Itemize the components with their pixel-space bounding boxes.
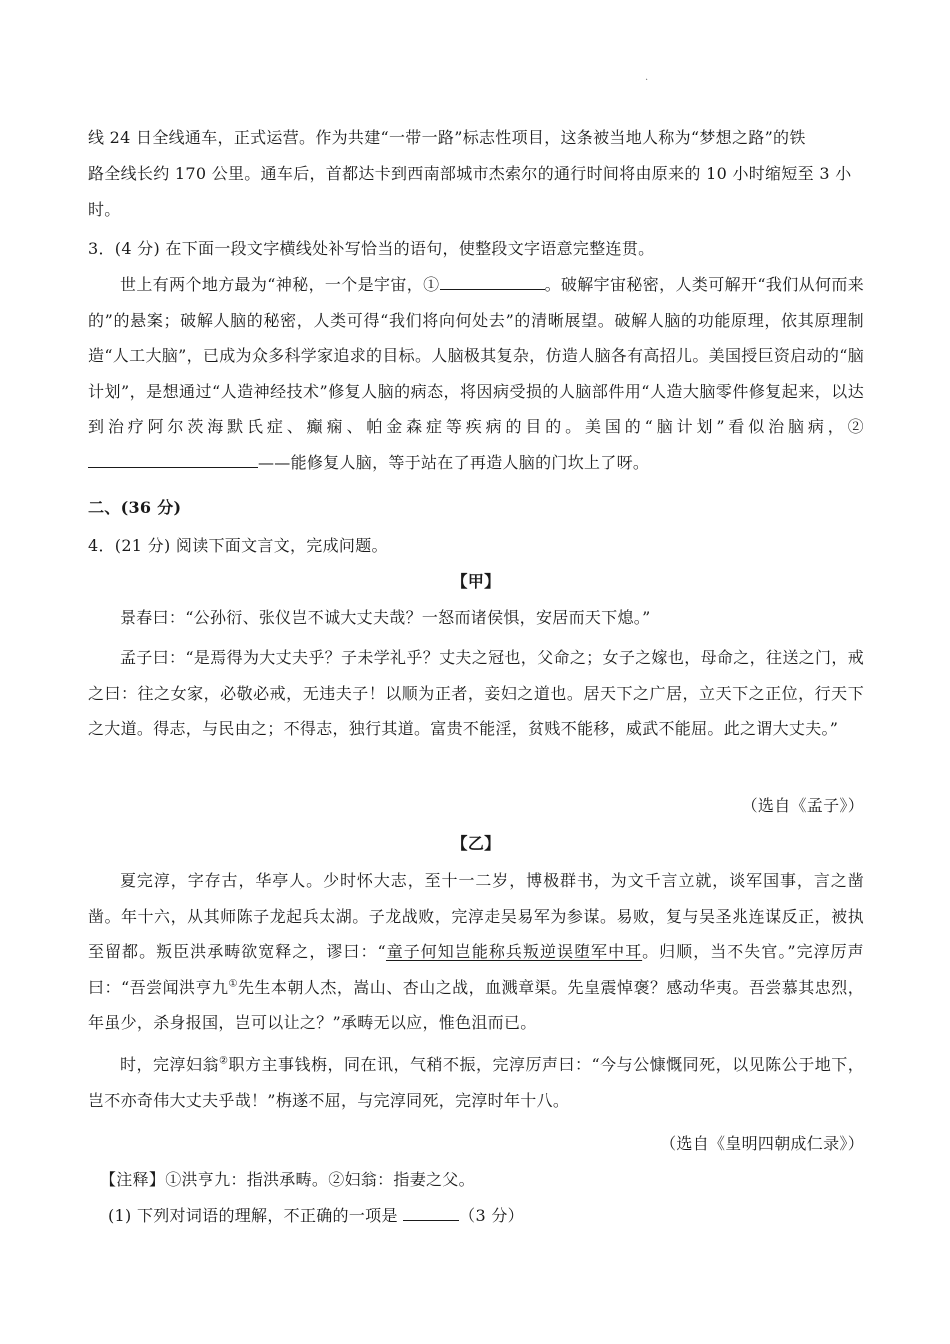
intro-line-3: 时。 xyxy=(88,200,121,219)
jia-paragraph-1: 景春曰：“公孙衍、张仪岂不诚大丈夫哉？一怒而诸侯惧，安居而天下熄。” xyxy=(120,608,651,627)
sub-question-1 xyxy=(108,1198,864,1234)
yi-source: （选自《皇明四朝成仁录》） xyxy=(660,1134,864,1153)
yi-p2-part-a: 时，完淳妇翁 xyxy=(120,1055,220,1074)
intro-line-2: 路全线长约 170 公里。通车后，首都达卡到西南部城市杰索尔的通行时间将由原来的 10 小时缩短至 3 小 xyxy=(88,164,852,183)
annotation-note: 【注释】①洪亨九：指洪承畴。②妇翁：指妻之父。 xyxy=(100,1170,475,1189)
section-2-title: 二、(36 分) xyxy=(88,498,182,517)
answer-blank-3[interactable] xyxy=(403,1202,459,1221)
jia-source: （选自《孟子》） xyxy=(741,796,864,815)
underlined-sentence: 童子何知岂能称兵叛逆误堕军中耳 xyxy=(385,942,643,961)
answer-blank-2[interactable] xyxy=(88,449,258,468)
intro-line-1: 线 24 日全线通车，正式运营。作为共建“一带一路”标志性项目，这条被当地人称为“梦想之路”的铁 xyxy=(88,128,806,147)
yi-title: 【乙】 xyxy=(451,834,501,853)
footnote-marker-2: ② xyxy=(219,1055,229,1067)
yi-paragraph-2 xyxy=(88,1047,864,1118)
yi-p1-part-c: 先生本朝人杰，嵩山、杏山之战，血溅章渠。先皇震悼褒？感动华夷。吾尝慕其忠烈，年虽少，杀身报国，岂可以让之？”承畴无以应，惟色沮而已。 xyxy=(88,977,864,1032)
answer-blank-1[interactable] xyxy=(440,271,545,290)
yi-p1-part-a: 夏完淳，字存古，华亭人。少时怀大志，至十一二岁，博极群书，为文千言立就，谈军国事，言之凿凿。年十六，从其师陈子龙起兵太湖。子龙战败，完淳走吴易军为参谋。易败，复与吴圣兆连谋反正，被执至留都。叛臣洪承畴欲宽释之，谬曰：“ xyxy=(88,871,864,961)
passage-part-c: ——能修复人脑，等于站在了再造人脑的门坎上了呀。 xyxy=(258,452,650,472)
yi-p1-part-b: 。归顺，当不失官。”完淳厉声曰：“吾尝闻洪亨九 xyxy=(88,942,864,997)
jia-paragraph-2: 孟子曰：“是焉得为大丈夫乎？子未学礼乎？丈夫之冠也，父命之；女子之嫁也，母命之，往送之门，戒之曰：往之女家，必敬必戒，无违夫子！以顺为正者，妾妇之道也。居天下之广居，立天下之正位，行天下之大道。得志，与民由之；不得志，独行其道。富贵不能淫，贫贱不能移，威武不能屈。此之谓大丈夫。” xyxy=(88,648,864,738)
question-3-passage xyxy=(88,267,864,480)
sub-question-1-text: (1) 下列对词语的理解，不正确的一项是 xyxy=(108,1206,398,1225)
passage-part-a: 世上有两个地方最为“神秘，一个是宇宙，① xyxy=(120,275,440,294)
question-3-stem: 3．(4 分) 在下面一段文字横线处补写恰当的语句，使整段文字语意完整连贯。 xyxy=(88,239,655,258)
passage-part-b: 。破解宇宙秘密，人类可解开“我们从何而来的”的悬案；破解人脑的秘密，人类可得“我们将向何处去”的清晰展望。破解人脑的功能原理，依其原理制造“人工大脑”，已成为众多科学家追求的目标。人脑极其复杂，仿造人脑各有高招儿。美国授巨资启动的“脑计划”，是想通过“人造神经技术”修复人脑的病态，将因病受损的人脑部件用“人造大脑零件修复起来，以达到治疗阿尔茨海默氏症、癫痫、帕金森症等疾病的目的。美国的“脑计划”看似治脑病，② xyxy=(88,275,864,436)
header-dot: . xyxy=(645,72,649,83)
yi-paragraph-1 xyxy=(88,863,864,1041)
yi-p2-part-b: 职方主事钱栴，同在讯，气稍不振，完淳厉声曰：“今与公慷慨同死，以见陈公于地下，岂不亦奇伟大丈夫乎哉！”栴遂不屈，与完淳同死，完淳时年十八。 xyxy=(88,1055,864,1110)
jia-title: 【甲】 xyxy=(451,572,501,591)
sub-question-1-score: （3 分） xyxy=(459,1206,524,1225)
question-4-stem: 4．(21 分) 阅读下面文言文，完成问题。 xyxy=(88,536,388,555)
footnote-marker-1: ① xyxy=(228,978,238,990)
